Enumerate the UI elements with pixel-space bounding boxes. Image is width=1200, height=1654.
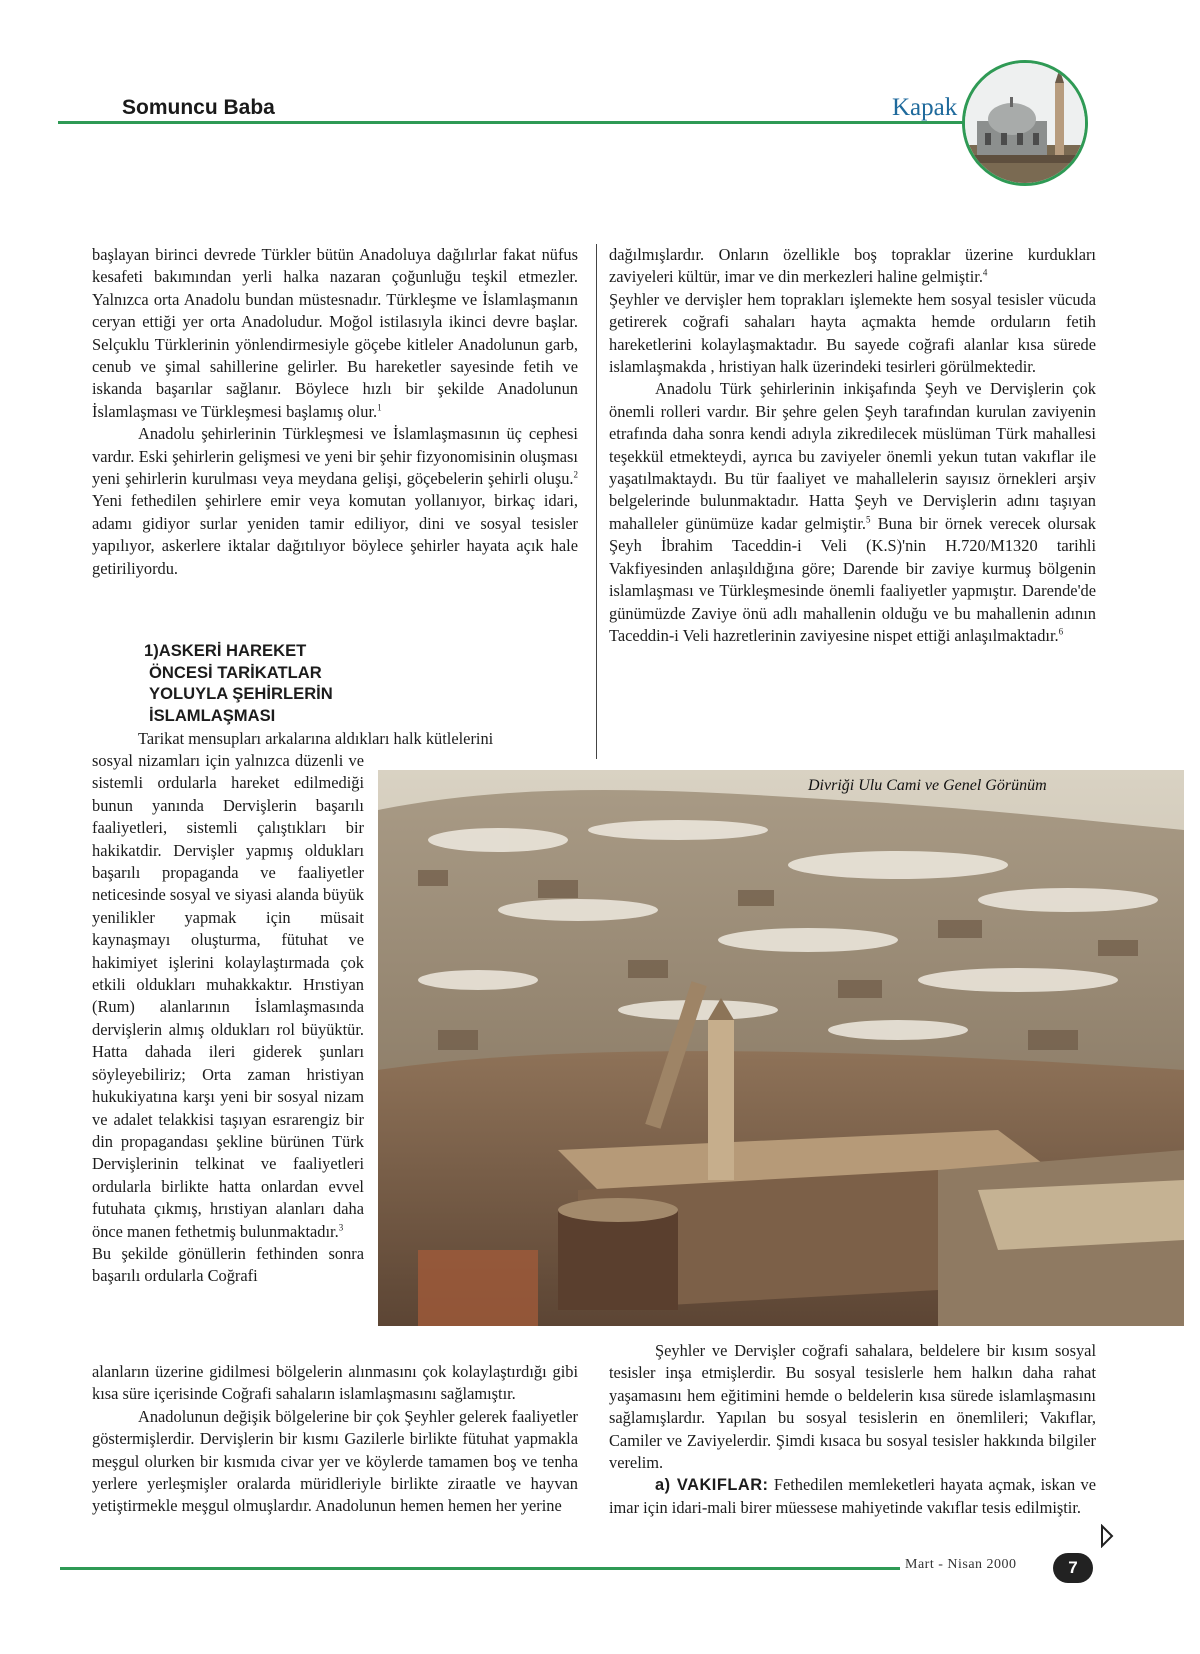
wrap-lead-line	[92, 728, 578, 750]
paragraph: Bu şekilde gönüllerin fethinden sonra başarılı ordularla Coğrafi	[92, 1243, 364, 1286]
footer-rule	[60, 1567, 900, 1570]
column-left-bottom	[92, 1361, 578, 1518]
paragraph: Anadolu Türk şehirlerinin inkişafında Şeyh ve Dervişlerin çok önemli rolleri vardır. Bir şehre gelen Şeyh tarafından kurulan zaviyenin etrafında daha sonra kendi adıyla zikredilecek müslüman Türk mahallesi teşekkül etmekteydi, ayrıca bu zaviyeler önemli yekun tutan vakıflar ile yaşatılmaktaydı. Bu tür faaliyet ve mahallelerin sayısız örnekleri arşiv belgelerinde bulunmaktadır. Hatta Şeyh ve Dervişlerin adını taşıyan mahalleler günümüze kadar gelmiştir.$^5$ Buna bir örnek verecek olursak Şeyh İbrahim Taceddin-i Veli (K.S)'nin H.720/M1320 tarihli Vakfiyesinden anlaşıldığına göre; Darende bir zaviye kurmuş bölgenin islamlaşması ve Türkleşmesinde önemli faaliyetler yapmıştır. Darende'de günümüzde Zaviye önü adlı mahallenin olduğu ve bu mahallenin adının Taceddin-i Veli hazretlerinin zaviyesine nispet ettiği anlaşılmaktadır.$^6$	[609, 379, 1096, 645]
photo-caption: Divriği Ulu Cami ve Genel Görünüm	[808, 777, 1047, 794]
magazine-title: Somuncu Baba	[122, 96, 275, 119]
town-landscape-image	[378, 770, 1184, 1326]
footnote-marker: 5	[866, 514, 871, 525]
paragraph: a) VAKIFLAR: Fethedilen memleketleri hayata açmak, iskan ve imar için idari-mali birer müessese mahiyetinde vakıflar tesis edilmiştir.	[609, 1475, 1096, 1517]
heading-line: İSLAMLAŞMASI	[149, 705, 276, 725]
header-mosque-thumbnail	[962, 60, 1088, 186]
paragraph: Anadolu şehirlerinin Türkleşmesi ve İslamlaşmasının üç cephesi vardır. Eski şehirlerin gelişmesi ve yeni bir şehir fizyonomisinin oluşması yeni şehirlerin kurulması veya meydana gelişi, göçebelerin şehirli oluşu.$^2$ Yeni fethedilen şehirlere emir veya komutan yollanıyor, birkaç idari, adamı gidiyor surlar yeniden tamir ediliyor, dini ve sosyal tesisler yapılıyor, askerlere iktalar dağıtılıyor böylece şehirler hayata açık hale getiriliyordu.	[92, 424, 578, 578]
footnote-marker: 1	[377, 402, 382, 413]
paragraph: Anadolunun değişik bölgelerine bir çok Şeyhler gelerek faaliyetler göstermişlerdir. Dervişlerin bir kısmı Gazilerle birlikte fütuhat yapmakla meşgul olurken bir kısmıda civar yer ve köylerde tamamen boş ve tenha yerlere yerleşmişler oralarda müridleriyle birlikte ziraatle ve hayvan yetiştirmekle meşgul olmuşlardır. Anadolunun hemen hemen her yerine	[92, 1406, 578, 1516]
column-divider	[596, 244, 597, 759]
heading-line: ÖNCESİ TARİKATLAR	[149, 662, 322, 682]
paragraph: Şeyhler ve dervişler hem toprakları işlemekte hem sosyal tesisler vücuda getirerek coğrafi sahaları hayta açmakta hemde orduların fetih hareketlerini kolaylaşmaktadır. Bu sayede coğrafi alanlar kısa sürede islamlaşmakda , hristiyan halk üzerindeki tesirleri görülmektedir.	[609, 289, 1096, 377]
column-right-top	[609, 244, 1096, 647]
heading-line: YOLUYLA ŞEHİRLERİN	[149, 684, 333, 703]
header-rule	[58, 121, 976, 124]
column-left-top	[92, 244, 578, 580]
paragraph: Tarikat mensupları arkalarına aldıkları halk kütlelerini	[138, 729, 494, 748]
page-number: 7	[1053, 1553, 1093, 1583]
continue-arrow-icon	[1100, 1524, 1114, 1553]
paragraph: sosyal nizamları için yalnızca düzenli ve sistemli ordularla hareket edilmediği bunun yanında Dervişlerin başarılı faaliyetleri, sistemli çalıştıkları bir hakikatdir. Dervişler yapmış oldukları başarılı propaganda ve faaliyetler neticesinde sosyal ve siyasi alanda büyük yenilikler yapmak için müsait kaynaşmayı oluşturma, fütuhat ve hakimiyet işlerini kolaylaştırmada çok etkili oldukları muhakkaktır. Hrıstiyan (Rum) alanlarının İslamlaşmasında dervişlerin almış oldukları rol büyüktür. Hatta dahada ileri giderek şunları söyleyebiliriz; Orta zaman hristiyan hukukiyatına karşı yeni bir sosyal nizam ve adalet telakkisi taşıyan esrarengiz bir din propagandası şekline bürünen Türk Dervişlerinin telkinat ve faaliyetleri ordularla birlikte hatta onlardan evvel futuhata çıkmış, hrıstiyan alanları daha önce manen fethetmiş bulunmaktadır.$^3$	[92, 751, 364, 1241]
section-title: Kapak	[892, 94, 958, 121]
footnote-marker: 6	[1058, 626, 1064, 637]
footnote-marker: 4	[982, 267, 988, 278]
column-right-bottom	[609, 1340, 1096, 1519]
footnote-marker: 2	[573, 469, 578, 480]
issue-date: Mart - Nisan 2000	[905, 1557, 1017, 1572]
paragraph: başlayan birinci devrede Türkler bütün Anadoluya dağılırlar fakat nüfus kesafeti bakımından yerli halka nazaran çoğunluğu teşkil etmezler. Yalnızca orta Anadolu bundan müstesnadır. Türkleşme ve İslamlaşmanın ceryan ettiği yer orta Anadoludur. Moğol istilasıyla ikinci devre başlar. Selçuklu Türklerinin yönlendirmesiyle göçebe kitleler Anadolunun garb, cenub ve şimal sahillerine gelirler. Bu hareketler sayesinde fetih ve iskanda başarılar sağlanır. Böylece hızlı bir şekilde Anadolunun İslamlaşması ve Türkleşmesi başlamış olur.$^1$	[92, 245, 578, 421]
heading-line: 1)ASKERİ HAREKET	[144, 641, 307, 660]
divrigi-photo	[378, 770, 1184, 1326]
mosque-illustration	[965, 63, 1085, 183]
footnote-marker: 3	[338, 1222, 344, 1233]
paragraph: dağılmışlardır. Onların özellikle boş topraklar üzerine kurdukları zaviyeleri kültür, imar ve din merkezleri haline gelmiştir.$^4$	[609, 245, 1096, 287]
subsection-label: a) VAKIFLAR:	[655, 1476, 769, 1495]
paragraph: Şeyhler ve Dervişler coğrafi sahalara, beldelere bir kısım sosyal tesisler inşa etmişlerdir. Bu sosyal tesislerle hem halkın daha rahat yaşamasını hem eğitimini hemde o beldelerin kısa sürede islamlaşmasını sağlamışlardır. Yapılan bu sosyal tesislerin en önemlileri; Vakıflar, Camiler ve Zaviyelerdir. Şimdi kısaca bu sosyal tesisler hakkında bilgiler verelim.	[609, 1341, 1096, 1473]
section-heading	[144, 640, 464, 726]
column-wrap-narrow	[92, 750, 364, 1288]
paragraph: alanların üzerine gidilmesi bölgelerin alınmasını çok kolaylaştırdığı gibi kısa süre içerisinde Coğrafi sahaların islamlaşmasını sağlamıştır.	[92, 1362, 578, 1404]
